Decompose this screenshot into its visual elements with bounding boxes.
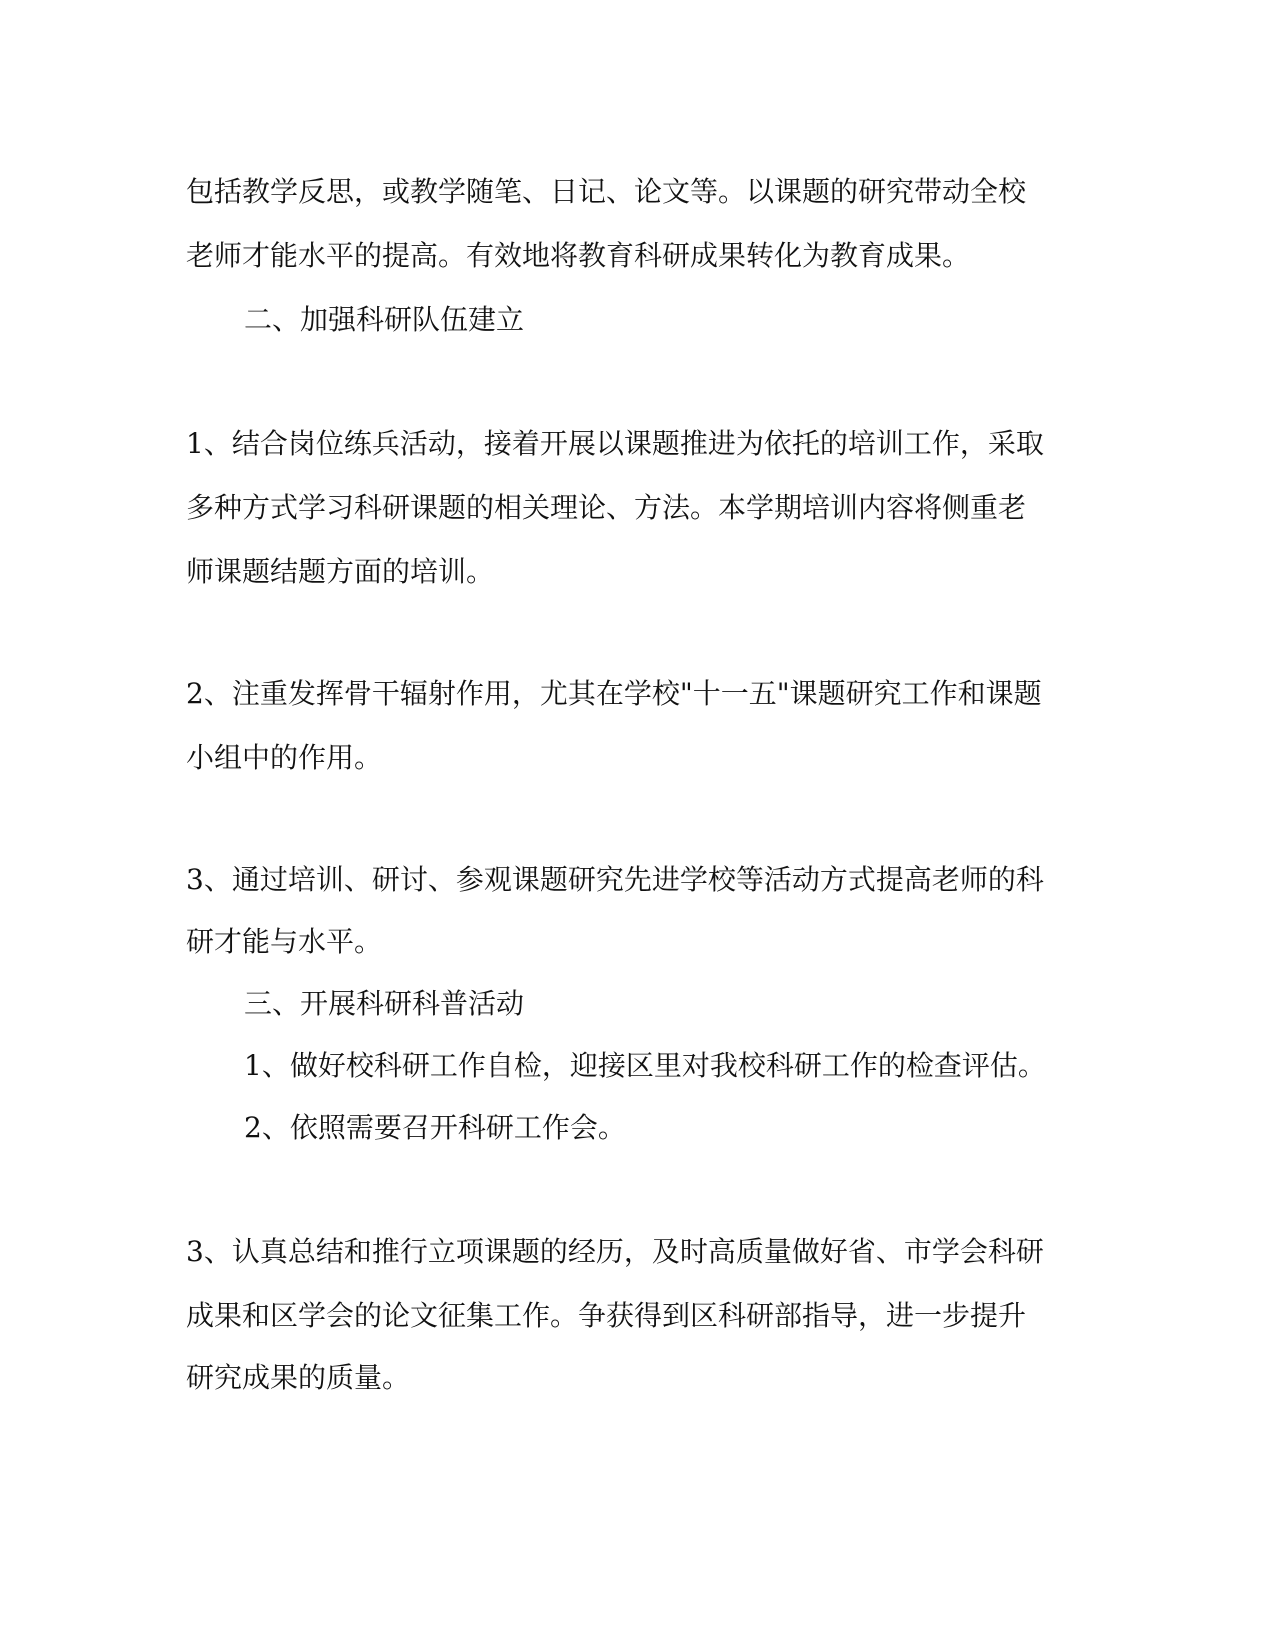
item-line-12: 研究成果的质量。 [186, 1361, 411, 1394]
item-line-2: 多种方式学习科研课题的相关理论、方法。本学期培训内容将侧重老 [186, 491, 1027, 524]
item-line-10: 3、认真总结和推行立项课题的经历，及时高质量做好省、市学会科研 [186, 1235, 1044, 1268]
item-line-11: 成果和区学会的论文征集工作。争获得到区科研部指导，进一步提升 [186, 1299, 1027, 1332]
item-line-3: 师课题结题方面的培训。 [186, 555, 495, 588]
item-line-4: 2、注重发挥骨干辐射作用，尤其在学校"十一五"课题研究工作和课题 [186, 677, 1042, 710]
section-heading-2: 二、加强科研队伍建立 [244, 303, 525, 336]
section-heading-3: 三、开展科研科普活动 [244, 987, 525, 1020]
item-line-8: 1、做好校科研工作自检，迎接区里对我校科研工作的检查评估。 [244, 1049, 1046, 1082]
item-line-5: 小组中的作用。 [186, 741, 383, 774]
item-line-6: 3、通过培训、研讨、参观课题研究先进学校等活动方式提高老师的科 [186, 863, 1044, 896]
item-line-9: 2、依照需要召开科研工作会。 [244, 1111, 626, 1144]
item-line-1: 1、结合岗位练兵活动，接着开展以课题推进为依托的培训工作，采取 [186, 427, 1044, 460]
body-line-1: 包括教学反思，或教学随笔、日记、论文等。以课题的研究带动全校 [186, 175, 1027, 208]
item-line-7: 研才能与水平。 [186, 925, 383, 958]
body-line-2: 老师才能水平的提高。有效地将教育科研成果转化为教育成果。 [186, 239, 971, 272]
